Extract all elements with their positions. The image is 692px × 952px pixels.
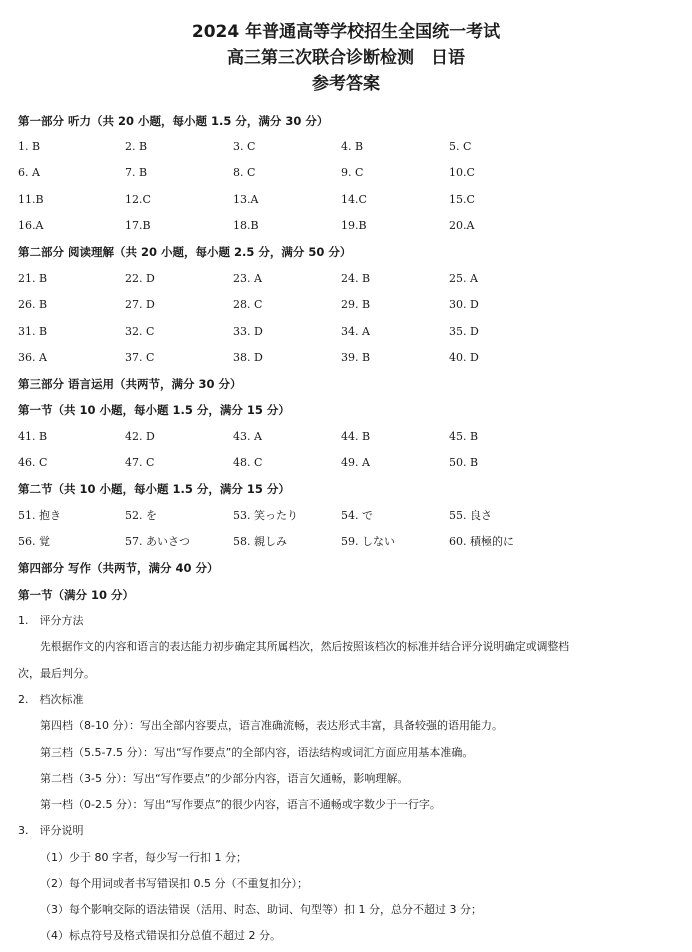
answer-row	[18, 508, 678, 524]
answer-cell: 22. D	[125, 272, 155, 285]
answer-cell: 38. D	[233, 351, 263, 364]
answer-row	[18, 455, 678, 471]
exam-title: 2024 年普通高等学校招生全国统一考试	[191, 22, 501, 42]
answer-cell: 14.C	[341, 193, 367, 206]
scoring-method-label: 1. 评分方法	[18, 614, 84, 627]
answer-cell: 48. C	[233, 456, 263, 469]
answer-cell: 35. D	[449, 325, 479, 338]
answer-cell: 23. A	[233, 272, 262, 285]
answer-cell: 36. A	[18, 351, 47, 364]
part3-heading: 第三部分 语言运用（共两节，满分 30 分）	[18, 377, 242, 391]
answer-cell: 2. B	[125, 140, 148, 153]
answer-cell: 30. D	[449, 298, 479, 311]
answer-key-title: 参考答案	[312, 74, 380, 94]
answer-cell: 27. D	[125, 298, 155, 311]
answer-cell: 49. A	[341, 456, 370, 469]
answer-cell: 16.A	[18, 219, 44, 232]
scoring-method-text-cont: 次，最后判分。	[18, 667, 95, 680]
scoring-note: （1）少于 80 字者，每少写一行扣 1 分；	[40, 851, 247, 864]
part3-section2-heading: 第二节（共 10 小题，每小题 1.5 分，满分 15 分）	[18, 482, 290, 496]
answer-cell: 42. D	[125, 430, 155, 443]
answer-cell: 8. C	[233, 166, 256, 179]
answer-cell: 56. 覚	[18, 535, 50, 548]
answer-cell: 47. C	[125, 456, 155, 469]
answer-cell: 12.C	[125, 193, 151, 206]
answer-cell: 5. C	[449, 140, 472, 153]
part4-heading: 第四部分 写作（共两节，满分 40 分）	[18, 561, 219, 575]
answer-cell: 15.C	[449, 193, 475, 206]
answer-row	[18, 165, 678, 181]
answer-row	[18, 139, 678, 155]
exam-subtitle: 高三第三次联合诊断检测 日语	[227, 48, 465, 68]
answer-cell: 59. しない	[341, 535, 395, 548]
part2-heading: 第二部分 阅读理解（共 20 小题，每小题 2.5 分，满分 50 分）	[18, 245, 352, 259]
answer-cell: 43. A	[233, 430, 262, 443]
answer-cell: 1. B	[18, 140, 41, 153]
answer-cell: 9. C	[341, 166, 364, 179]
answer-cell: 21. B	[18, 272, 48, 285]
answer-cell: 57. あいさつ	[125, 535, 190, 548]
answer-cell: 11.B	[18, 193, 44, 206]
answer-row	[18, 192, 678, 208]
level-standards-label: 2. 档次标准	[18, 693, 84, 706]
answer-row	[18, 218, 678, 234]
answer-row	[18, 534, 678, 550]
answer-cell: 19.B	[341, 219, 367, 232]
answer-cell: 28. C	[233, 298, 263, 311]
scoring-note: （3）每个影响交际的语法错误（活用、时态、助词、句型等）扣 1 分，总分不超过 3 分；	[40, 903, 482, 916]
answer-cell: 37. C	[125, 351, 155, 364]
answer-cell: 60. 積極的に	[449, 535, 514, 548]
answer-cell: 41. B	[18, 430, 48, 443]
part4-section1-heading: 第一节（满分 10 分）	[18, 588, 135, 602]
answer-cell: 52. を	[125, 509, 157, 522]
part3-section1-heading: 第一节（共 10 小题，每小题 1.5 分，满分 15 分）	[18, 403, 290, 417]
answer-cell: 50. B	[449, 456, 479, 469]
answer-cell: 7. B	[125, 166, 148, 179]
answer-cell: 39. B	[341, 351, 371, 364]
scoring-method-text: 先根据作文的内容和语言的表达能力初步确定其所属档次，然后按照该档次的标准并结合评分说明确定或调整档	[40, 640, 570, 653]
answer-cell: 32. C	[125, 325, 155, 338]
level-3: 第三档（5.5-7.5 分）：写出“写作要点”的全部内容，语法结构或词汇方面应用基本准确。	[40, 746, 474, 759]
answer-cell: 10.C	[449, 166, 475, 179]
answer-cell: 45. B	[449, 430, 479, 443]
answer-cell: 55. 良さ	[449, 509, 492, 522]
answer-cell: 13.A	[233, 193, 259, 206]
level-1: 第一档（0-2.5 分）：写出“写作要点”的很少内容，语言不通畅或字数少于一行字。	[40, 798, 441, 811]
answer-row	[18, 297, 678, 313]
scoring-note: （4）标点符号及格式错误扣分总值不超过 2 分。	[40, 929, 281, 942]
answer-cell: 40. D	[449, 351, 479, 364]
answer-cell: 24. B	[341, 272, 371, 285]
answer-cell: 33. D	[233, 325, 263, 338]
answer-cell: 29. B	[341, 298, 371, 311]
scoring-note: （2）每个用词或者书写错误扣 0.5 分（不重复扣分）；	[40, 877, 308, 890]
answer-row	[18, 324, 678, 340]
answer-cell: 34. A	[341, 325, 370, 338]
answer-cell: 20.A	[449, 219, 475, 232]
answer-cell: 6. A	[18, 166, 40, 179]
answer-cell: 18.B	[233, 219, 259, 232]
level-4: 第四档（8-10 分）：写出全部内容要点，语言准确流畅，表达形式丰富，具备较强的语用能力。	[40, 719, 503, 732]
answer-cell: 54. で	[341, 509, 373, 522]
answer-cell: 46. C	[18, 456, 48, 469]
part1-heading: 第一部分 听力（共 20 小题，每小题 1.5 分，满分 30 分）	[18, 114, 329, 128]
answer-cell: 3. C	[233, 140, 256, 153]
answer-cell: 31. B	[18, 325, 48, 338]
scoring-notes-label: 3. 评分说明	[18, 824, 84, 837]
answer-cell: 53. 笑ったり	[233, 509, 298, 522]
answer-cell: 58. 親しみ	[233, 535, 287, 548]
answer-row	[18, 350, 678, 366]
answer-cell: 25. A	[449, 272, 478, 285]
answer-row	[18, 271, 678, 287]
answer-cell: 4. B	[341, 140, 364, 153]
answer-cell: 17.B	[125, 219, 151, 232]
answer-row	[18, 429, 678, 445]
level-2: 第二档（3-5 分）：写出“写作要点”的少部分内容，语言欠通畅，影响理解。	[40, 772, 409, 785]
answer-cell: 51. 抱き	[18, 509, 61, 522]
answer-cell: 44. B	[341, 430, 371, 443]
answer-cell: 26. B	[18, 298, 48, 311]
